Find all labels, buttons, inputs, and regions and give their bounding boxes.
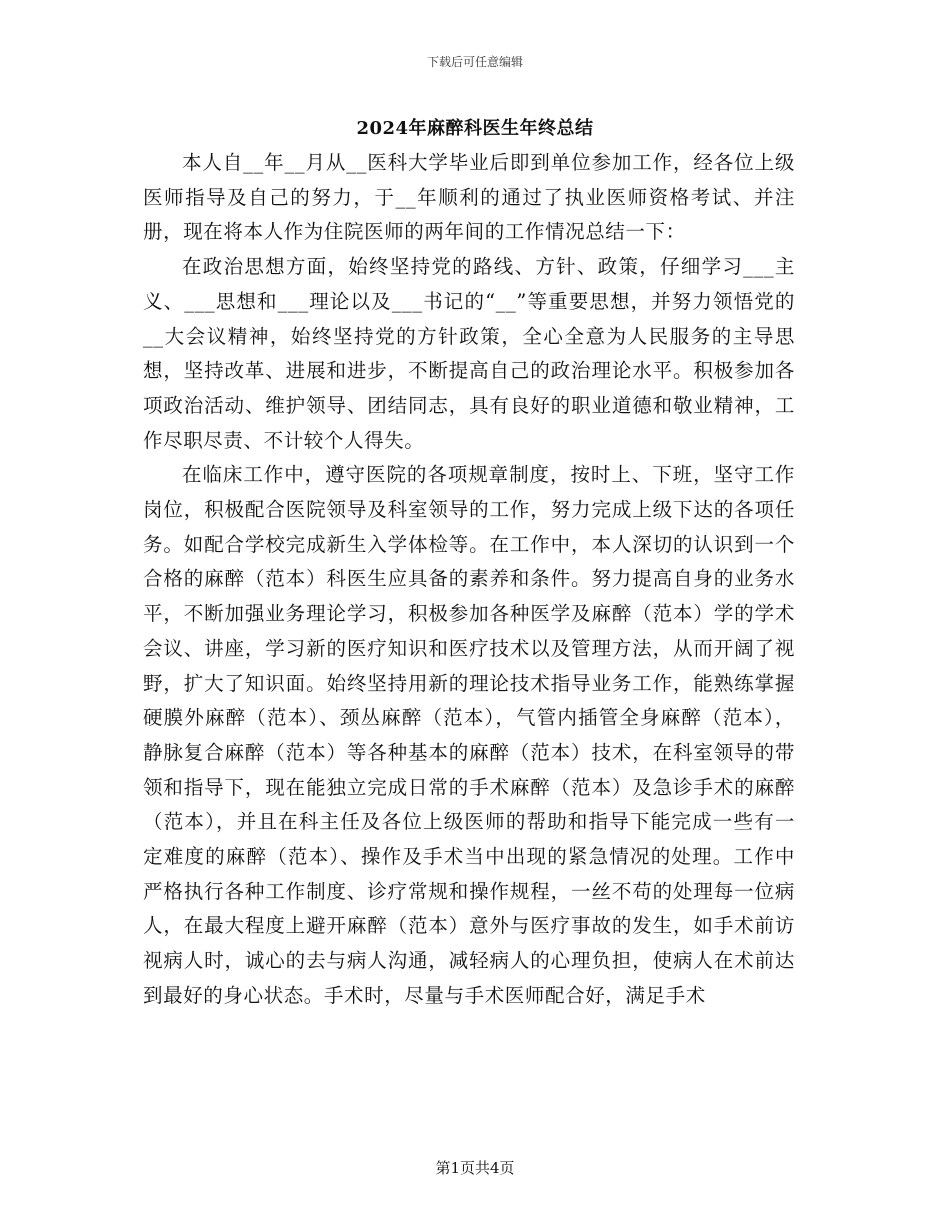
paragraph-intro: 本人自__年__月从__医科大学毕业后即到单位参加工作，经各位上级医师指导及自己的努力，于__年顺利的通过了执业医师资格考试、并注册，现在将本人作为住院医师的两年间的工作情况总结一下： xyxy=(143,151,795,244)
document-body xyxy=(143,146,795,1014)
page-number: 第1页共4页 xyxy=(435,1159,515,1177)
document-title: 2024年麻醉科医生年终总结 xyxy=(356,118,594,139)
header-note: 下载后可任意编辑 xyxy=(426,55,523,69)
paragraph-political: 在政治思想方面，始终坚持党的路线、方针、政策，仔细学习___主义、___思想和___理论以及___书记的“__”等重要思想，并努力领悟党的__大会议精神，始终坚持党的方针政策，全心全意为人民服务的主导思想，坚持改革、进展和进步，不断提高自己的政治理论水平。积极参加各项政治活动、维护领导、团结同志，具有良好的职业道德和敬业精神，工作尽职尽责、不计较个人得失。 xyxy=(143,255,795,452)
paragraph-clinical: 在临床工作中，遵守医院的各项规章制度，按时上、下班，坚守工作岗位，积极配合医院领导及科室领导的工作，努力完成上级下达的各项任务。如配合学校完成新生入学体检等。在工作中，本人深切的认识到一个合格的麻醉（范本）科医生应具备的素养和条件。努力提高自身的业务水平，不断加强业务理论学习，积极参加各种医学及麻醉（范本）学的学术会议、讲座，学习新的医疗知识和医疗技术以及管理方法，从而开阔了视野，扩大了知识面。始终坚持用新的理论技术指导业务工作，能熟练掌握硬膜外麻醉（范本）、颈丛麻醉（范本），气管内插管全身麻醉（范本），静脉复合麻醉（范本）等各种基本的麻醉（范本）技术，在科室领导的带领和指导下，现在能独立完成日常的手术麻醉（范本）及急诊手术的麻醉（范本），并且在科主任及各位上级医师的帮助和指导下能完成一些有一定难度的麻醉（范本）、操作及手术当中出现的紧急情况的处理。工作中严格执行各种工作制度、诊疗常规和操作规程，一丝不苟的处理每一位病人，在最大程度上避开麻醉（范本）意外与医疗事故的发生，如手术前访视病人时，诚心的去与病人沟通，减轻病人的心理负担，使病人在术前达到最好的身心状态。手术时，尽量与手术医师配合好，满足手术 xyxy=(143,463,795,1007)
